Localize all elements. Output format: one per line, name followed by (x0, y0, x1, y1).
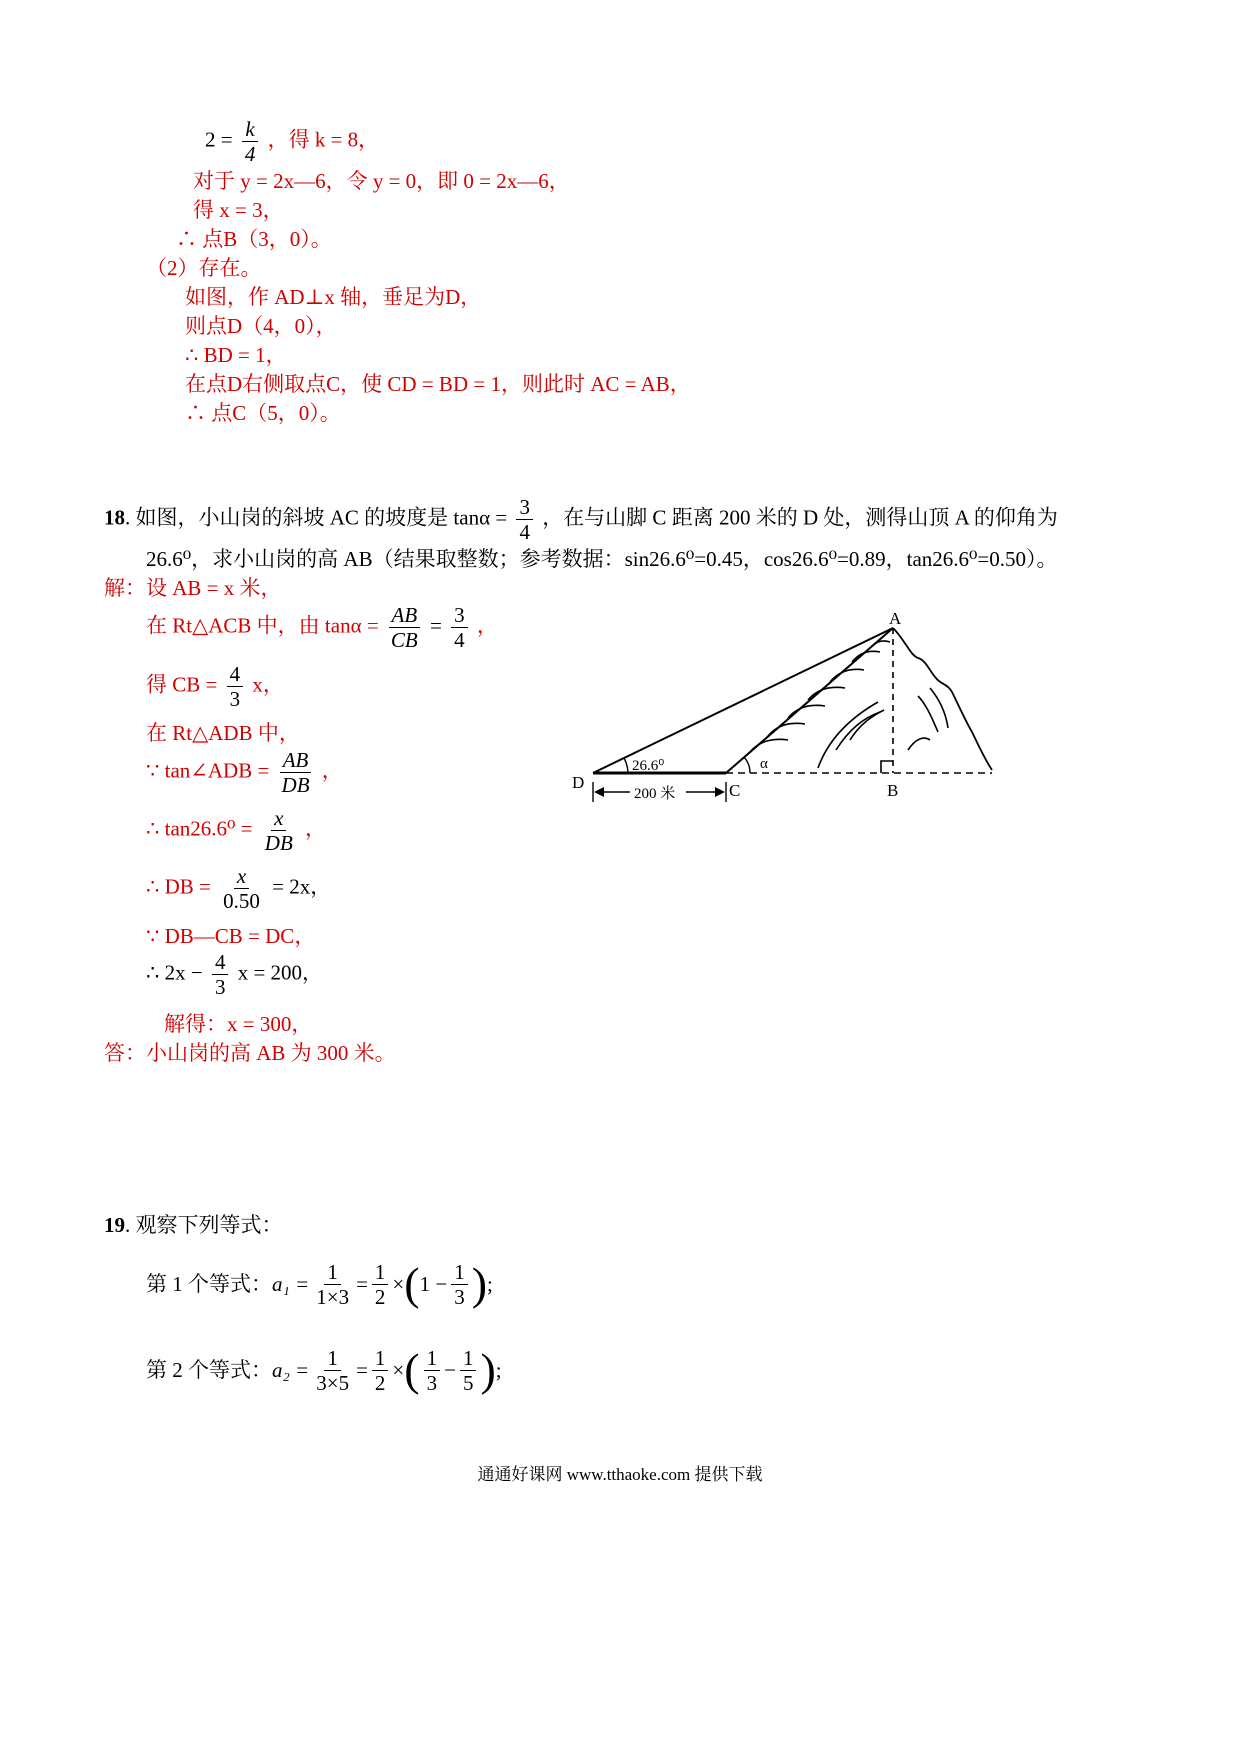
prev-line-6: 如图，作 AD⊥x 轴，垂足为D， (185, 285, 482, 309)
frac-den: 0.50 (223, 889, 260, 913)
label-D: D (572, 773, 585, 792)
frac-num: 4 (227, 662, 244, 687)
frac-den: 2 (374, 1284, 386, 1309)
prev-line-2: 对于 y = 2x—6，令 y = 0，即 0 = 2x—6， (193, 169, 570, 193)
line-DA (593, 628, 893, 773)
prev-line-5: （2）存在。 (146, 256, 262, 280)
q18-text-a: 如图，小山岗的斜坡 AC 的坡度是 tanα = (135, 505, 508, 530)
frac-num: AB (389, 603, 421, 628)
frac-num: 1 (372, 1260, 389, 1285)
frac-den: 4 (244, 142, 256, 166)
mountain-figure (560, 600, 1010, 820)
q18-line-1: 18. 如图，小山岗的斜坡 AC 的坡度是 tanα = $\frac{3}{4}$ ，在与山脚 C 距离 200 米的 D 处，测得山顶 A 的仰角为 (104, 495, 1058, 544)
text: ， (321, 758, 343, 783)
prev-line-3: 得 x = 3， (193, 198, 284, 222)
sol18-line-2 (146, 603, 498, 652)
frac-den: 4 (454, 628, 465, 652)
angle-arc-D (624, 758, 628, 773)
frac-num: 1 (324, 1260, 341, 1285)
sol18-line-1: 解：设 AB = x 米， (104, 576, 282, 600)
frac-den: 2 (374, 1370, 386, 1395)
eq-label: 第 1 个等式： (146, 1272, 272, 1296)
sol18-line-4: 在 Rt△ADB 中， (146, 721, 300, 745)
prev-line-1 (205, 117, 379, 166)
frac-num: 1 (372, 1346, 389, 1371)
sol18-line-6 (146, 806, 326, 855)
frac-den: DB (281, 773, 310, 797)
label-B: B (887, 781, 899, 800)
q19-text: 观察下列等式： (135, 1213, 283, 1237)
frac-den: CB (390, 628, 418, 652)
arrow-left-icon (594, 787, 604, 797)
frac-num: 1 (460, 1346, 477, 1371)
right-angle-mark (881, 761, 893, 773)
text: ∴ 2x − (146, 960, 203, 985)
frac-den: 5 (462, 1370, 474, 1395)
text: ∵ tan∠ADB = (146, 758, 270, 783)
sol18-line-10: 解得：x = 300， (164, 1012, 313, 1036)
angle-arc-C (744, 757, 750, 773)
text: 在 Rt△ACB 中，由 tanα = (146, 613, 379, 638)
text: ∴ DB = (146, 874, 211, 899)
frac-num: 3 (451, 603, 468, 628)
text: ， (305, 816, 327, 841)
q18-line-2: 26.6⁰，求小山岗的高 AB（结果取整数；参考数据：sin26.6⁰=0.45，cos26.6⁰=0.89，tan26.6⁰=0.50）。 (146, 547, 1058, 571)
label-C: C (729, 781, 741, 800)
frac-num: AB (280, 748, 312, 773)
page-footer: 通通好课网 www.tthaoke.com 提供下载 (477, 1465, 763, 1484)
text: ∴ tan26.6⁰ = (146, 816, 253, 841)
frac-den: 3 (214, 975, 226, 999)
prev-line-9: 在点D右侧取点C，使 CD = BD = 1，则此时 AC = AB， (185, 372, 691, 396)
sol18-answer: 答：小山岗的高 AB 为 300 米。 (104, 1041, 396, 1065)
label-A: A (889, 609, 902, 628)
text: x = 200， (237, 960, 324, 985)
mountain-outline (893, 628, 992, 770)
eq-label: 第 2 个等式： (146, 1358, 272, 1382)
q19-eq-2: 第 2 个等式： a₂ = $\frac{1}{3\times 5}$ = $\frac{1}{2}$ × ( $\frac{1}{3}$ − $\frac{1}{5}$ ) ; (146, 1344, 502, 1395)
frac-num: x (271, 806, 286, 831)
eq-lhs: a₂ = (272, 1358, 310, 1382)
frac-den: DB (264, 831, 293, 855)
frac-num: 3 (516, 495, 533, 520)
frac-den: 3 (454, 1284, 465, 1309)
text: x， (252, 672, 284, 697)
frac-num: 1 (324, 1346, 341, 1371)
eq-right: ，得 k = 8， (267, 127, 380, 152)
text: 得 CB = (146, 672, 218, 697)
text: = 2x， (272, 874, 332, 899)
question-number: 18 (104, 505, 125, 530)
q19-line-1: 19. 观察下列等式： (104, 1213, 283, 1237)
sol18-line-3 (146, 662, 284, 711)
frac-num: 1 (424, 1346, 441, 1371)
sol18-line-8: ∵ DB—CB = DC， (146, 924, 316, 948)
prev-line-8: ∴ BD = 1， (185, 343, 287, 367)
frac-num: 4 (212, 950, 229, 975)
equals: = (430, 613, 442, 638)
eq-inner: 1 − (419, 1272, 448, 1296)
prev-line-7: 则点D（4，0）， (185, 314, 337, 338)
q19-eq-1: 第 1 个等式： a₁ = $\frac{1}{1\times 3}$ = $\frac{1}{2}$ × ( 1 − $\frac{1}{3}$ ) ; (146, 1258, 493, 1309)
prev-line-10: ∴ 点C（5，0）。 (185, 401, 341, 425)
sol18-line-9 (146, 950, 323, 999)
frac-den: 1×3 (316, 1284, 350, 1309)
frac-den: 3×5 (316, 1370, 350, 1395)
frac-num: 1 (451, 1260, 468, 1285)
sol18-line-5 (146, 748, 343, 797)
eq-lhs: a₁ = (272, 1272, 310, 1296)
arrow-right-icon (715, 787, 725, 797)
text: ， (476, 613, 498, 638)
eq-left: 2 = (205, 127, 233, 152)
frac-den: 3 (229, 687, 241, 711)
frac-den: 4 (519, 520, 530, 544)
frac-num: k (242, 117, 257, 142)
prev-line-4: ∴ 点B（3，0）。 (176, 227, 332, 251)
angle-alpha-label: α (760, 756, 768, 772)
distance-label: 200 米 (634, 786, 676, 802)
question-number: 19 (104, 1213, 125, 1237)
frac-den: 3 (426, 1370, 438, 1395)
angle-D-label: 26.6⁰ (632, 758, 665, 774)
frac-num: x (234, 864, 249, 889)
sol18-line-7 (146, 864, 331, 913)
q18-text-b: ，在与山脚 C 距离 200 米的 D 处，测得山顶 A 的仰角为 (542, 505, 1058, 530)
